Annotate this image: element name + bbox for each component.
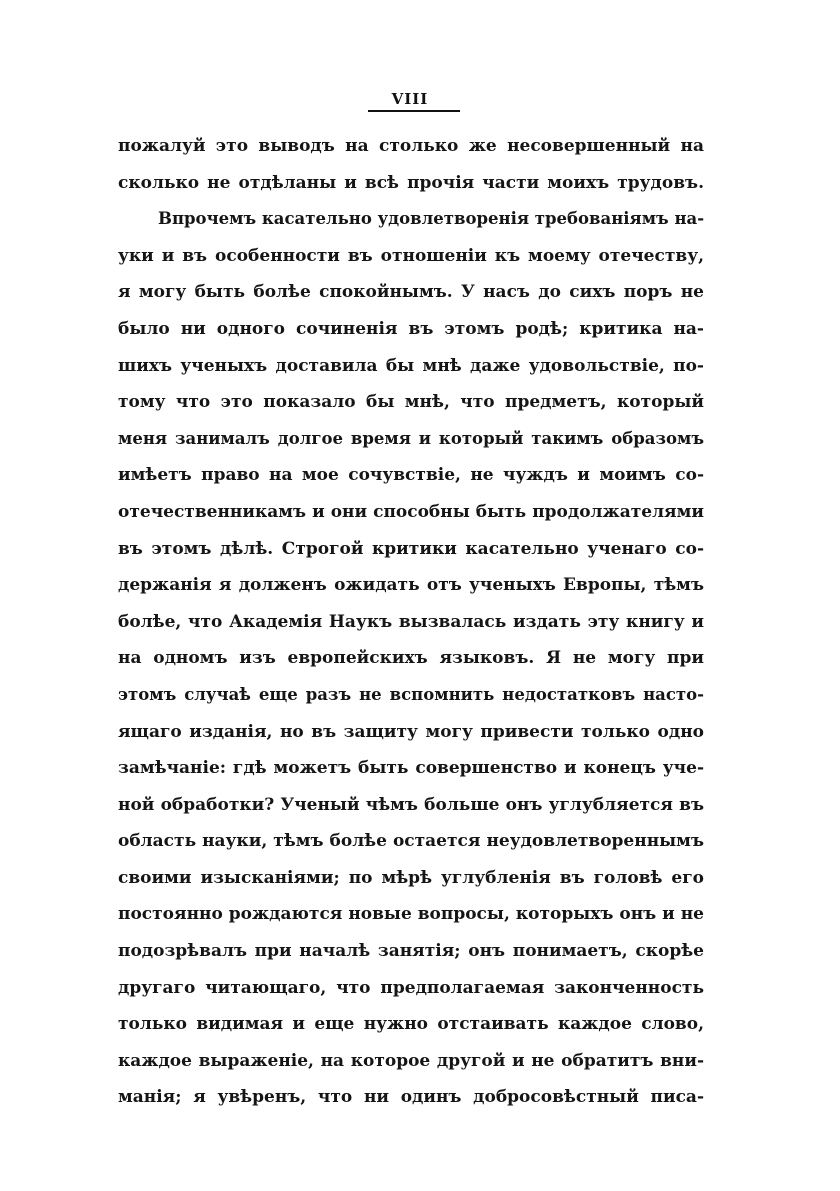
text-line: область науки, тѣмъ болѣе остается неудовлетвореннымъ: [118, 831, 704, 852]
text-line: меня занималъ долгое время и который такимъ образомъ: [118, 428, 704, 448]
text-line: болѣе, что Академія Наукъ вызвалась издать эту книгу и: [118, 611, 704, 632]
text-line: каждое выраженіе, на которое другой и не обратитъ вни-: [118, 1050, 704, 1071]
text-line: ной обработки? Ученый чѣмъ больше онъ углубляется въ: [118, 794, 704, 815]
text-line: имѣетъ право на мое сочувствіе, не чуждъ и моимъ со-: [118, 465, 704, 486]
text-line: сколько не отдѣланы и всѣ прочія части моихъ трудовъ.: [118, 172, 704, 193]
text-line: ящаго изданія, но въ защиту могу привести только одно: [118, 721, 704, 742]
text-line: шихъ ученыхъ доставила бы мнѣ даже удовольствіе, по-: [118, 355, 704, 376]
text-line: замѣчаніе: гдѣ можетъ быть совершенство и конецъ уче-: [118, 758, 704, 779]
body-text: [118, 128, 704, 1116]
text-line: на одномъ изъ европейскихъ языковъ. Я не могу при: [118, 648, 704, 669]
text-line: отечественникамъ и они способны быть продолжателями: [118, 501, 704, 522]
text-line: уки и въ особенности въ отношеніи къ моему отечеству,: [118, 245, 704, 266]
text-line: было ни одного сочиненія въ этомъ родѣ; критика на-: [118, 318, 704, 339]
page-number: VIII: [391, 90, 429, 108]
text-line: другаго читающаго, что предполагаемая законченность: [118, 977, 704, 998]
text-line: держанія я долженъ ожидать отъ ученыхъ Европы, тѣмъ: [118, 575, 704, 596]
text-line: подозрѣвалъ при началѣ занятія; онъ понимаетъ, скорѣе: [118, 941, 704, 962]
text-line: Впрочемъ касательно удовлетворенія требованіямъ на-: [158, 209, 704, 229]
text-line: своими изысканіями; по мѣрѣ углубленія въ головѣ его: [118, 867, 704, 888]
text-line: постоянно рождаются новые вопросы, которыхъ онъ и не: [118, 904, 704, 925]
text-line: манія; я увѣренъ, что ни одинъ добросовѣстный писа-: [118, 1087, 704, 1108]
text-line: пожалуй это выводъ на столько же несовершенный на: [118, 136, 704, 156]
text-line: тому что это показало бы мнѣ, что предметъ, который: [118, 392, 704, 413]
header-rule: [368, 110, 460, 112]
text-line: я могу быть болѣе спокойнымъ. У насъ до сихъ поръ не: [118, 282, 704, 303]
text-line: только видимая и еще нужно отстаивать каждое слово,: [118, 1014, 704, 1035]
text-line: этомъ случаѣ еще разъ не вспомнить недостатковъ насто-: [118, 684, 704, 704]
text-line: въ этомъ дѣлѣ. Строгой критики касательно ученаго со-: [118, 538, 704, 559]
